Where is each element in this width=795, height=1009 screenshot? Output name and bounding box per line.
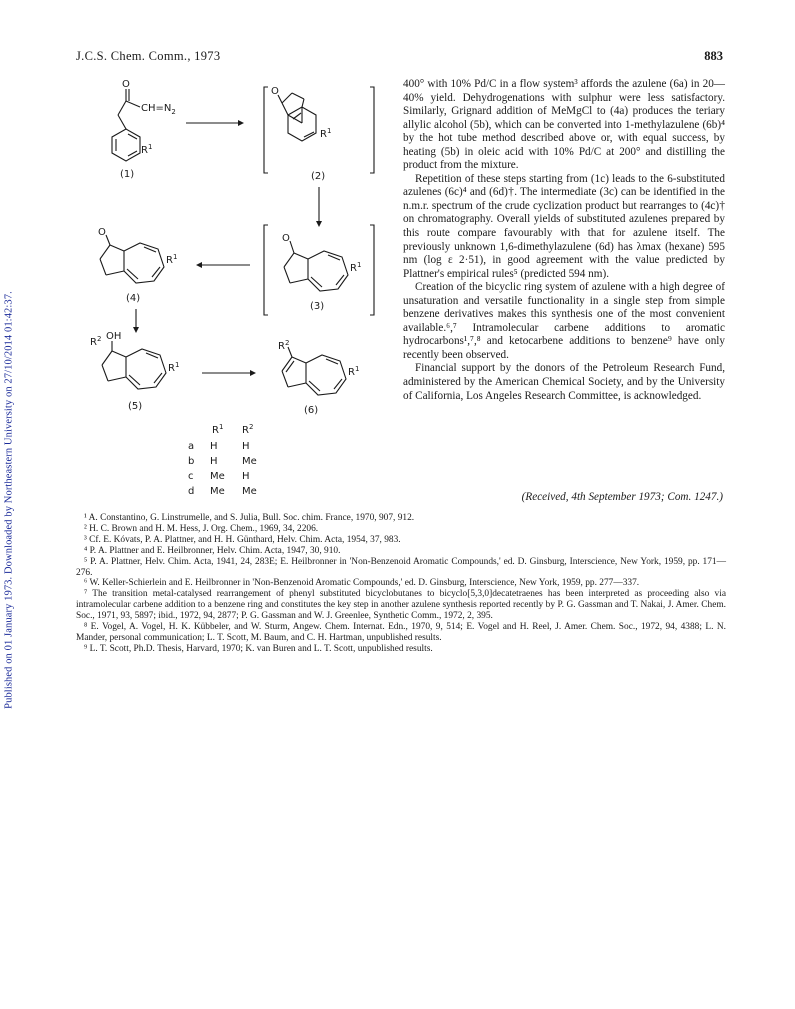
- c4-o-label: O: [98, 227, 106, 238]
- journal-header: J.C.S. Chem. Comm., 1973: [76, 49, 221, 63]
- c1-o-label: O: [122, 79, 130, 90]
- table-row-d-r2: Me: [242, 486, 257, 497]
- reference-item: ⁷ The transition metal-catalysed rearrangement of phenyl substituted bicyclobutanes to bicyclo[5,3,0]decatetraenes has been interpreted as proceeding also via intramolecular carbene addition to a benzene ring and constitutes the key step in another azulene synthesis reported recently by P. G. Gassman and T. Nakai, J. Amer. Chem. Soc., 1971, 93, 5897; ibid., 1972, 94, 2877; P. G. Gassman and W. J. Greenlee, Synthetic Comm., 1972, 2, 395.: [76, 589, 726, 622]
- c1-number: (1): [120, 169, 135, 180]
- compound-1: [112, 79, 176, 180]
- diazo-label: CH=N: [141, 103, 172, 114]
- paragraph-4: Financial support by the donors of the Petroleum Research Fund, administered by the American Chemical Society, and by the University of California, Los Angeles Research Committee, is acknowledged.: [403, 362, 725, 402]
- compound-3: [264, 225, 374, 315]
- svg-text:R1: $R^1$: [350, 261, 362, 274]
- svg-text:R1: $R^1$: [348, 365, 360, 378]
- svg-text:R1: $R^1$: [141, 143, 153, 156]
- reference-item: ⁵ P. A. Plattner, Helv. Chim. Acta, 1941, 24, 283E; E. Heilbronner in 'Non-Benzenoid Aromatic Compounds,' ed. D. Ginsburg, Interscience, New York, 1959, pp. 171—276.: [76, 556, 726, 578]
- compound-4: [98, 227, 177, 304]
- reference-item: ⁴ P. A. Plattner and E. Heilbronner, Helv. Chim. Acta, 1947, 30, 910.: [84, 545, 341, 556]
- reference-item: ³ Cf. E. Kóvats, P. A. Plattner, and H. H. Günthard, Helv. Chim. Acta, 1954, 37, 983.: [84, 534, 401, 545]
- received-date: (Received, 4th September 1973; Com. 1247.): [521, 491, 723, 503]
- svg-text:R1: $R^1$: [166, 253, 178, 266]
- svg-text:R2: $R^2$: [90, 335, 102, 348]
- download-watermark: [2, 200, 16, 800]
- paragraph-2: Repetition of these steps starting from (1c) leads to the 6-substituted azulenes (6c)⁴ and (6d)†. The intermediate (3c) can be identified in the n.m.r. spectrum of the crude cyclization product but rearranges to (4c)† on chromatography. Overall yields of substituted azulenes prepared by this route compare favourably with that for azulene itself. The previously unknown 1,6-dimethylazulene (6d) has λmax (hexane) 595 nm (log ε 2·51), in good agreement with the value predicted by Plattner's empirical rules⁵ (predicted 594 nm).: [403, 172, 725, 280]
- svg-text:CH=N2: $CH=N_2$: [141, 103, 176, 116]
- svg-text:R1: $R^1$: [320, 127, 332, 140]
- arrow-1-to-2: [186, 120, 244, 126]
- compound-2: [264, 86, 374, 182]
- table-row-c-label: c: [188, 471, 194, 482]
- reference-item: ⁶ W. Keller-Schierlein and E. Heilbronner in 'Non-Benzenoid Aromatic Compounds,' ed. D. Ginsburg, Interscience, New York, 1959, pp. 277—337.: [84, 578, 640, 589]
- download-watermark-text: Published on 01 January 1973. Downloaded by Northeastern University on 27/10/2014 01:42:37.: [3, 291, 15, 709]
- c3-number: (3): [310, 301, 325, 312]
- svg-text:R1: $R^1$: [168, 361, 180, 374]
- svg-text:R1: $R^1$: [212, 423, 224, 436]
- svg-text:R2: $R^2$: [278, 339, 290, 352]
- table-row-b-label: b: [188, 456, 195, 467]
- page-number: 883: [704, 49, 723, 63]
- table-row-d-label: d: [188, 486, 195, 497]
- c4-number: (4): [126, 293, 141, 304]
- table-row-a-r1: H: [210, 441, 218, 452]
- reference-item: ¹ A. Constantino, G. Linstrumelle, and S. Julia, Bull. Soc. chim. France, 1970, 907, 912.: [84, 513, 415, 523]
- c2-number: (2): [311, 171, 326, 182]
- arrow-2-to-3: [316, 187, 322, 227]
- compound-5: [90, 331, 179, 412]
- body-column: [403, 78, 725, 403]
- references: [76, 513, 726, 655]
- c6-number: (6): [304, 405, 319, 416]
- svg-text:R2: $R^2$: [242, 423, 254, 436]
- c5-number: (5): [128, 401, 143, 412]
- table-row-a-r2: H: [242, 441, 250, 452]
- reference-item: ⁹ L. T. Scott, Ph.D. Thesis, Harvard, 1970; K. van Buren and L. T. Scott, unpublished results.: [84, 643, 433, 654]
- paragraph-1: 400° with 10% Pd/C in a flow system³ affords the azulene (6a) in 20—40% yield. Dehydrogenations with sulphur were less satisfactory. Similarly, Grignard addition of MeMgCl to (4a) produces the teriary allylic alcohol (5b), which can be converted into 1-methylazulene (6b)⁴ by the hot tube method described above or, with equal success, by heating (5b) in oleic acid with 10% Pd/C at 200° and distilling the product from the mixture.: [403, 78, 725, 172]
- table-row-d-r1: Me: [210, 486, 225, 497]
- table-row-a-label: a: [188, 441, 195, 452]
- substituent-table: [188, 423, 257, 497]
- paragraph-3: Creation of the bicyclic ring system of azulene with a high degree of unsaturation and versatile functionality in a single step from simple benzene derivatives makes this synthesis one of the most convenient available.⁶,⁷ Intramolecular carbene additions to aromatic hydrocarbons¹,⁷,⁸ and ketocarbene additions to benzene⁹ have only recently been observed.: [403, 281, 725, 361]
- reference-item: ² H. C. Brown and H. M. Hess, J. Org. Chem., 1969, 34, 2206.: [84, 523, 319, 534]
- compound-6: [278, 339, 359, 416]
- c2-o-label: O: [271, 86, 279, 97]
- arrow-5-to-6: [202, 370, 256, 376]
- table-row-c-r2: H: [242, 471, 250, 482]
- c5-oh-label: OH: [106, 331, 122, 342]
- table-row-c-r1: Me: [210, 471, 225, 482]
- table-row-b-r2: Me: [242, 456, 257, 467]
- c3-o-label: O: [282, 233, 290, 244]
- arrow-3-to-4: [196, 262, 250, 268]
- table-row-b-r1: H: [210, 456, 218, 467]
- reaction-scheme: [78, 75, 398, 505]
- arrow-4-to-5: [133, 309, 139, 333]
- reference-item: ⁸ E. Vogel, A. Vogel, H. K. Kübbeler, and W. Sturm, Angew. Chem. Internat. Edn., 1970, 9, 514; E. Vogel and H. Reel, J. Amer. Chem. Soc., 1972, 94, 4388; L. N. Mander, personal communication; L. T. Scott, M. Baum, and C. H. Hartman, unpublished results.: [76, 622, 726, 643]
